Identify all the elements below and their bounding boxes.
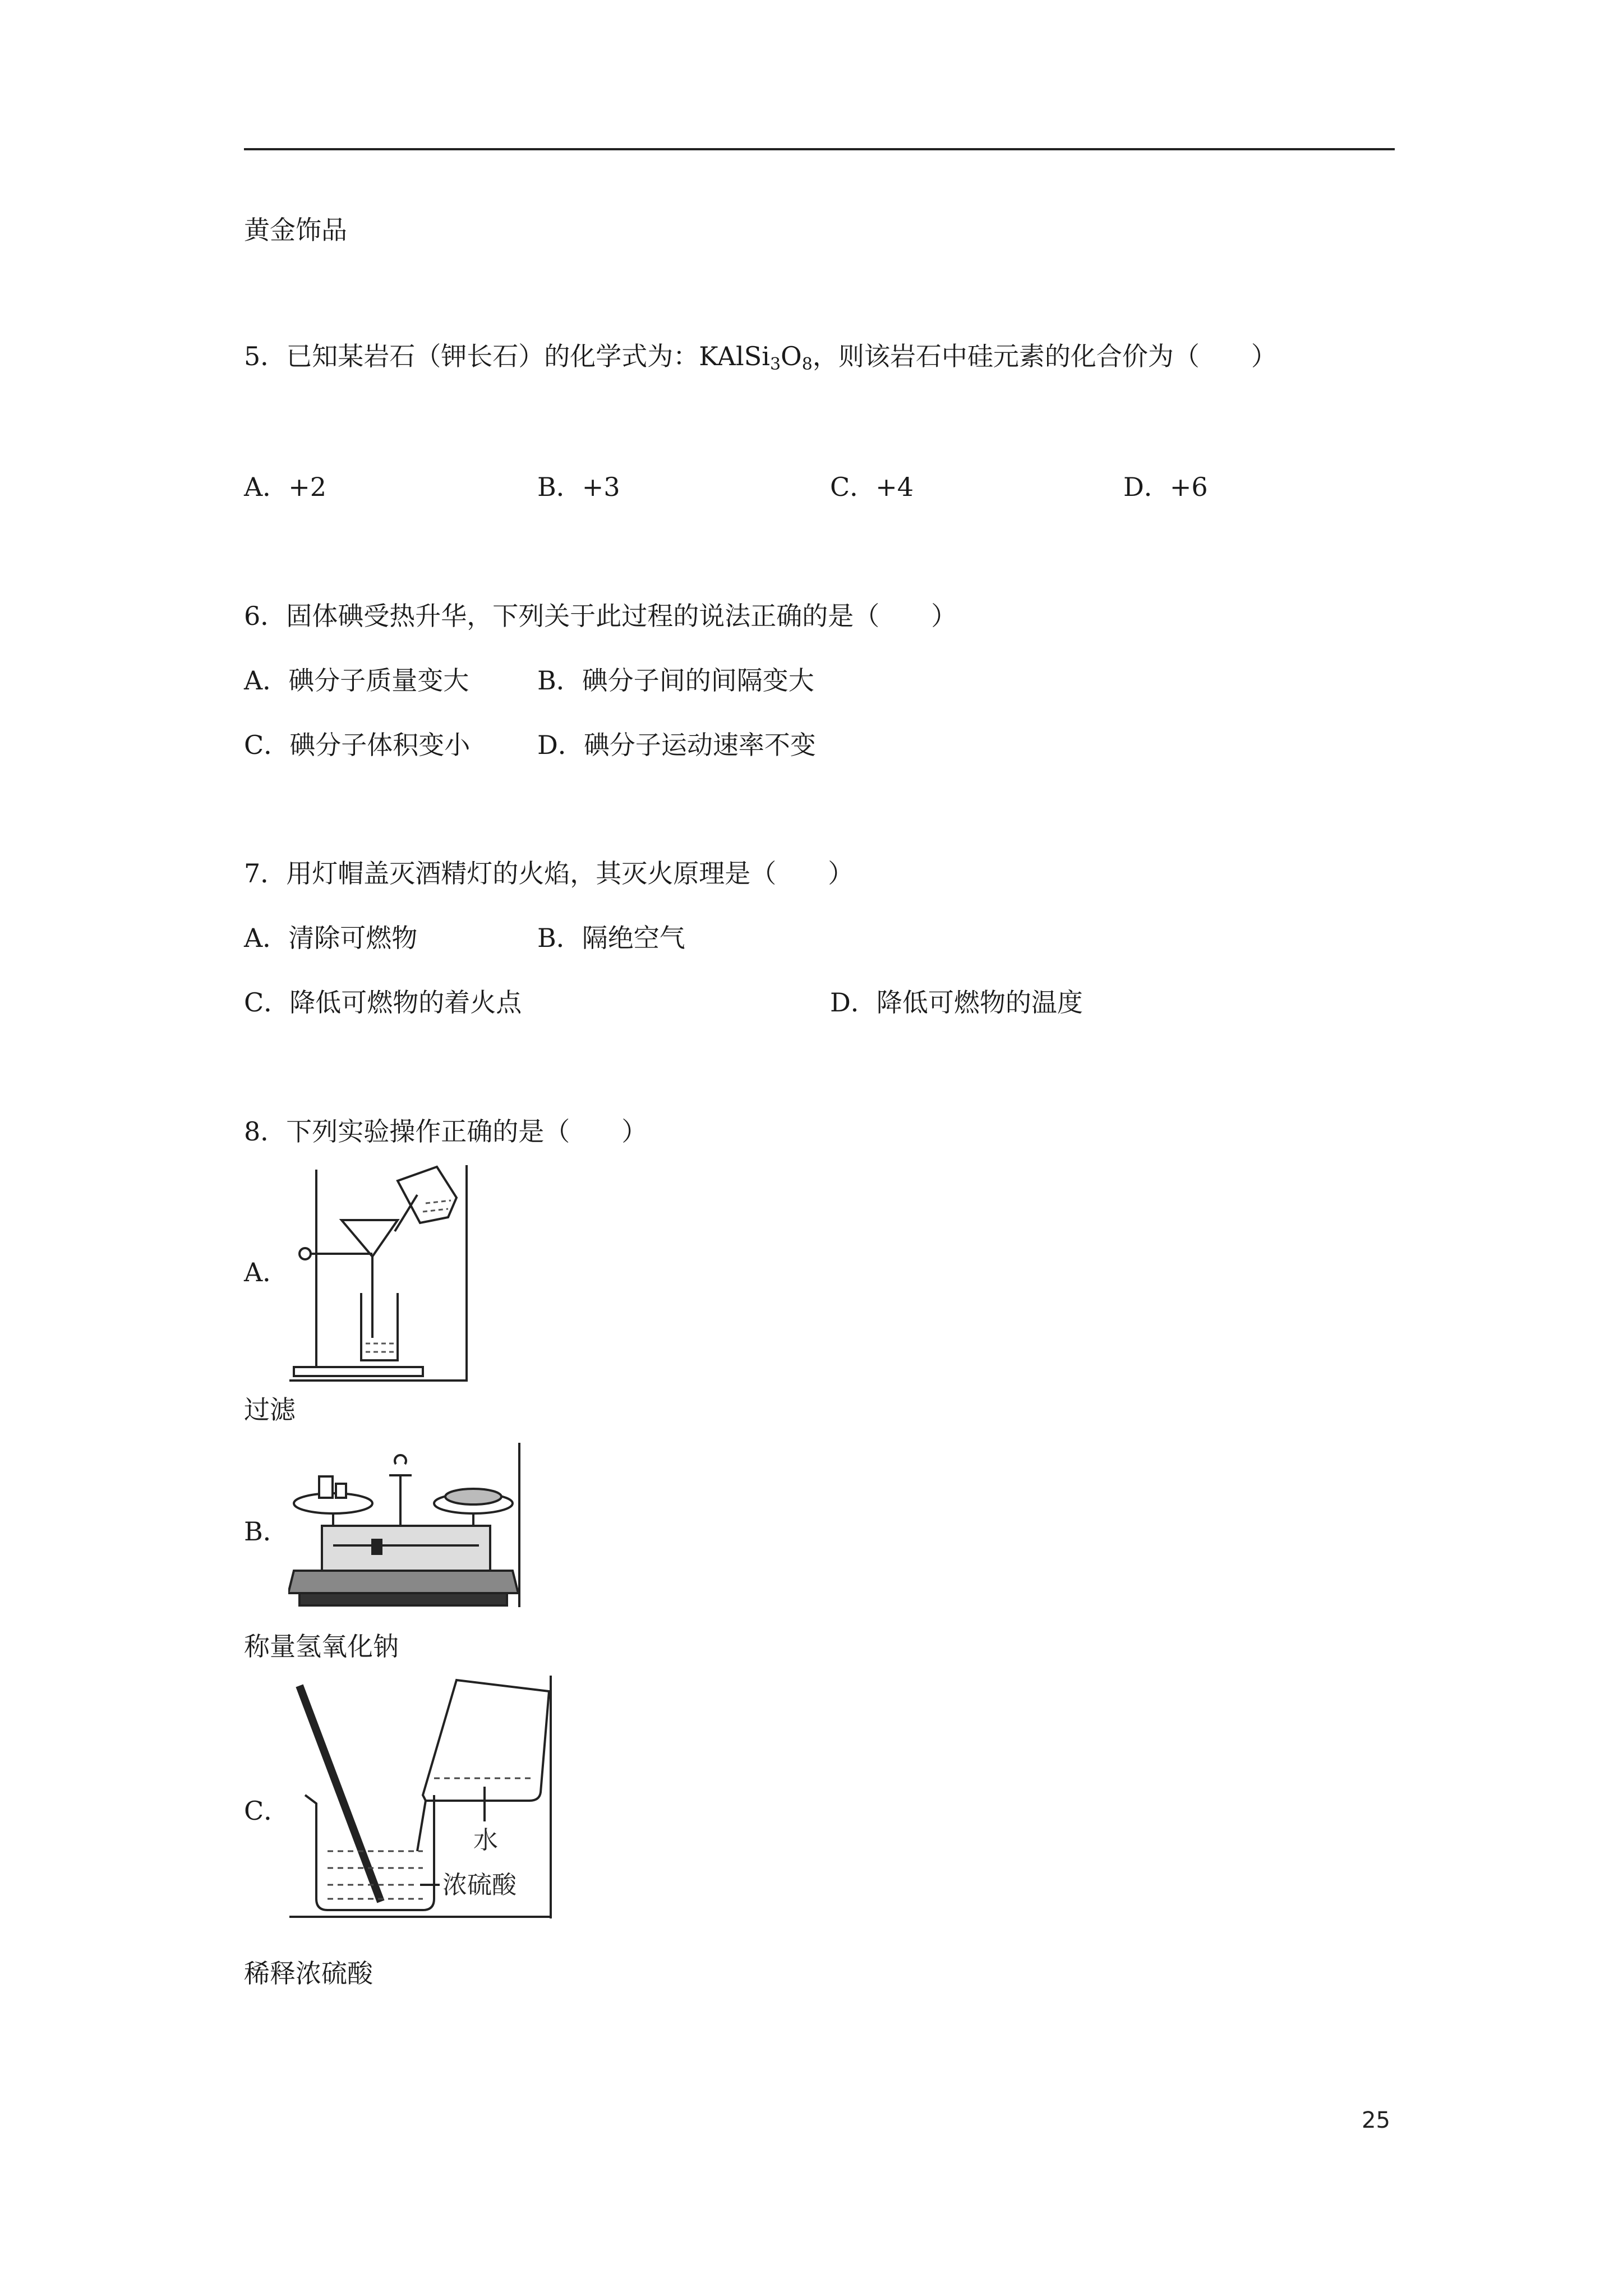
q6-option-a: A．碘分子质量变大 bbox=[244, 665, 469, 696]
q5-option-a: A．+2 bbox=[244, 472, 327, 502]
q8-label-b: B． bbox=[244, 1516, 289, 1547]
q5-option-d: D．+6 bbox=[1123, 472, 1208, 502]
q6-option-c: C．碘分子体积变小 bbox=[244, 730, 471, 760]
figure-filtration bbox=[288, 1164, 471, 1383]
q8-label-c: C． bbox=[244, 1796, 290, 1826]
figure-balance-weighing bbox=[288, 1442, 524, 1610]
q7-stem: 7．用灯帽盖灭酒精灯的火焰，其灭火原理是（ ） bbox=[244, 858, 854, 889]
q7-option-c: C．降低可燃物的着火点 bbox=[244, 987, 522, 1018]
q8-caption-c: 稀释浓硫酸 bbox=[244, 1958, 373, 1989]
header-rule bbox=[244, 148, 1395, 150]
q7-option-d: D．降低可燃物的温度 bbox=[830, 987, 1083, 1018]
figure-dilute-acid bbox=[288, 1674, 555, 1921]
water-label: 水 bbox=[473, 1826, 498, 1855]
page-number: 25 bbox=[1362, 2108, 1390, 2133]
q6-stem: 6．固体碘受热升华，下列关于此过程的说法正确的是（ ） bbox=[244, 601, 957, 631]
q6-option-b: B．碘分子间的间隔变大 bbox=[537, 665, 814, 696]
q8-caption-a: 过滤 bbox=[244, 1395, 296, 1425]
acid-label: 浓硫酸 bbox=[442, 1871, 517, 1899]
q8-stem: 8．下列实验操作正确的是（ ） bbox=[244, 1116, 648, 1147]
q7-option-b: B．隔绝空气 bbox=[537, 923, 685, 953]
q5-stem: 5．已知某岩石（钾长石）的化学式为：$KAlSi_3O_8$，则该岩石中硅元素的化合价为（ ） bbox=[244, 341, 1277, 374]
q7-option-a: A．清除可燃物 bbox=[244, 923, 418, 953]
q6-option-d: D．碘分子运动速率不变 bbox=[537, 730, 816, 760]
q8-label-a: A． bbox=[244, 1257, 289, 1287]
q5-option-b: B．+3 bbox=[537, 472, 620, 502]
q5-option-c: C．+4 bbox=[830, 472, 914, 502]
top-fragment: 黄金饰品 bbox=[244, 215, 347, 245]
q8-caption-b: 称量氢氧化钠 bbox=[244, 1631, 399, 1662]
